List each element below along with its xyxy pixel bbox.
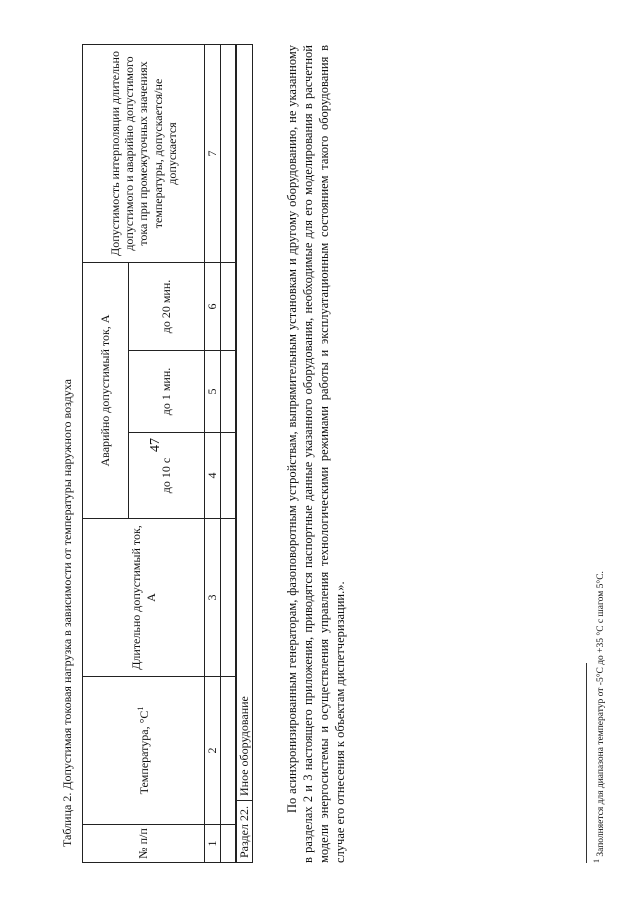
table-cell: 1 (205, 825, 221, 863)
table-cell: 5 (205, 351, 221, 433)
section-label: Раздел 22. (236, 801, 253, 863)
header-up-to-20min: до 20 мин. (129, 263, 205, 351)
current-load-table (82, 44, 237, 863)
table-cell: 4 (205, 433, 221, 519)
section-title: Иное оборудование (236, 45, 253, 801)
table-cell: 6 (205, 263, 221, 351)
table-caption: Таблица 2. Допустимая токовая нагрузка в зависимости от температуры наружного воздуха (60, 379, 74, 847)
footnote-text: Заполняется для диапазона температур от -5°С до +35 °С с шагом 5°С. (596, 571, 607, 857)
table-cell: 7 (205, 45, 221, 263)
table-numbers-row (205, 45, 221, 863)
header-emergency-current: Аварийно допустимый ток, А (83, 263, 129, 519)
section-table (235, 44, 253, 863)
header-continuous-current: Длительно допустимый ток, А (83, 519, 205, 677)
footnote-mark: 1 (592, 859, 601, 863)
page-number: 47 (148, 438, 163, 452)
header-interpolation: Допустимость интерполяции длительно допустимого и аварийно допустимого тока при промежуточных значениях температуры, допускается/не допускается (83, 45, 205, 263)
header-up-to-10s: до 10 с (129, 433, 205, 519)
footnote-divider (586, 663, 587, 863)
footnote (592, 571, 606, 863)
header-up-to-1min: до 1 мин. (129, 351, 205, 433)
table-cell: 3 (205, 519, 221, 677)
header-number: № п/п (83, 825, 205, 863)
body-paragraph: По асинхронизированным генераторам, фазоповоротным устройствам, выпрямительным установкам и другому оборудованию, не указанному в разделах 2 и 3 настоящего приложения, приводятся паспортные данные указанного оборудования, необходимые для его моделирования в расчетной модели энергосистемы и осуществления управления технологическими режимами работы и эксплуатационным состоянием такого оборудования в случае его отнесения к объектам диспетчеризации.». (285, 45, 347, 863)
table-cell: 2 (205, 677, 221, 825)
header-temperature: Температура, $^\circ C^1$ (83, 677, 205, 825)
